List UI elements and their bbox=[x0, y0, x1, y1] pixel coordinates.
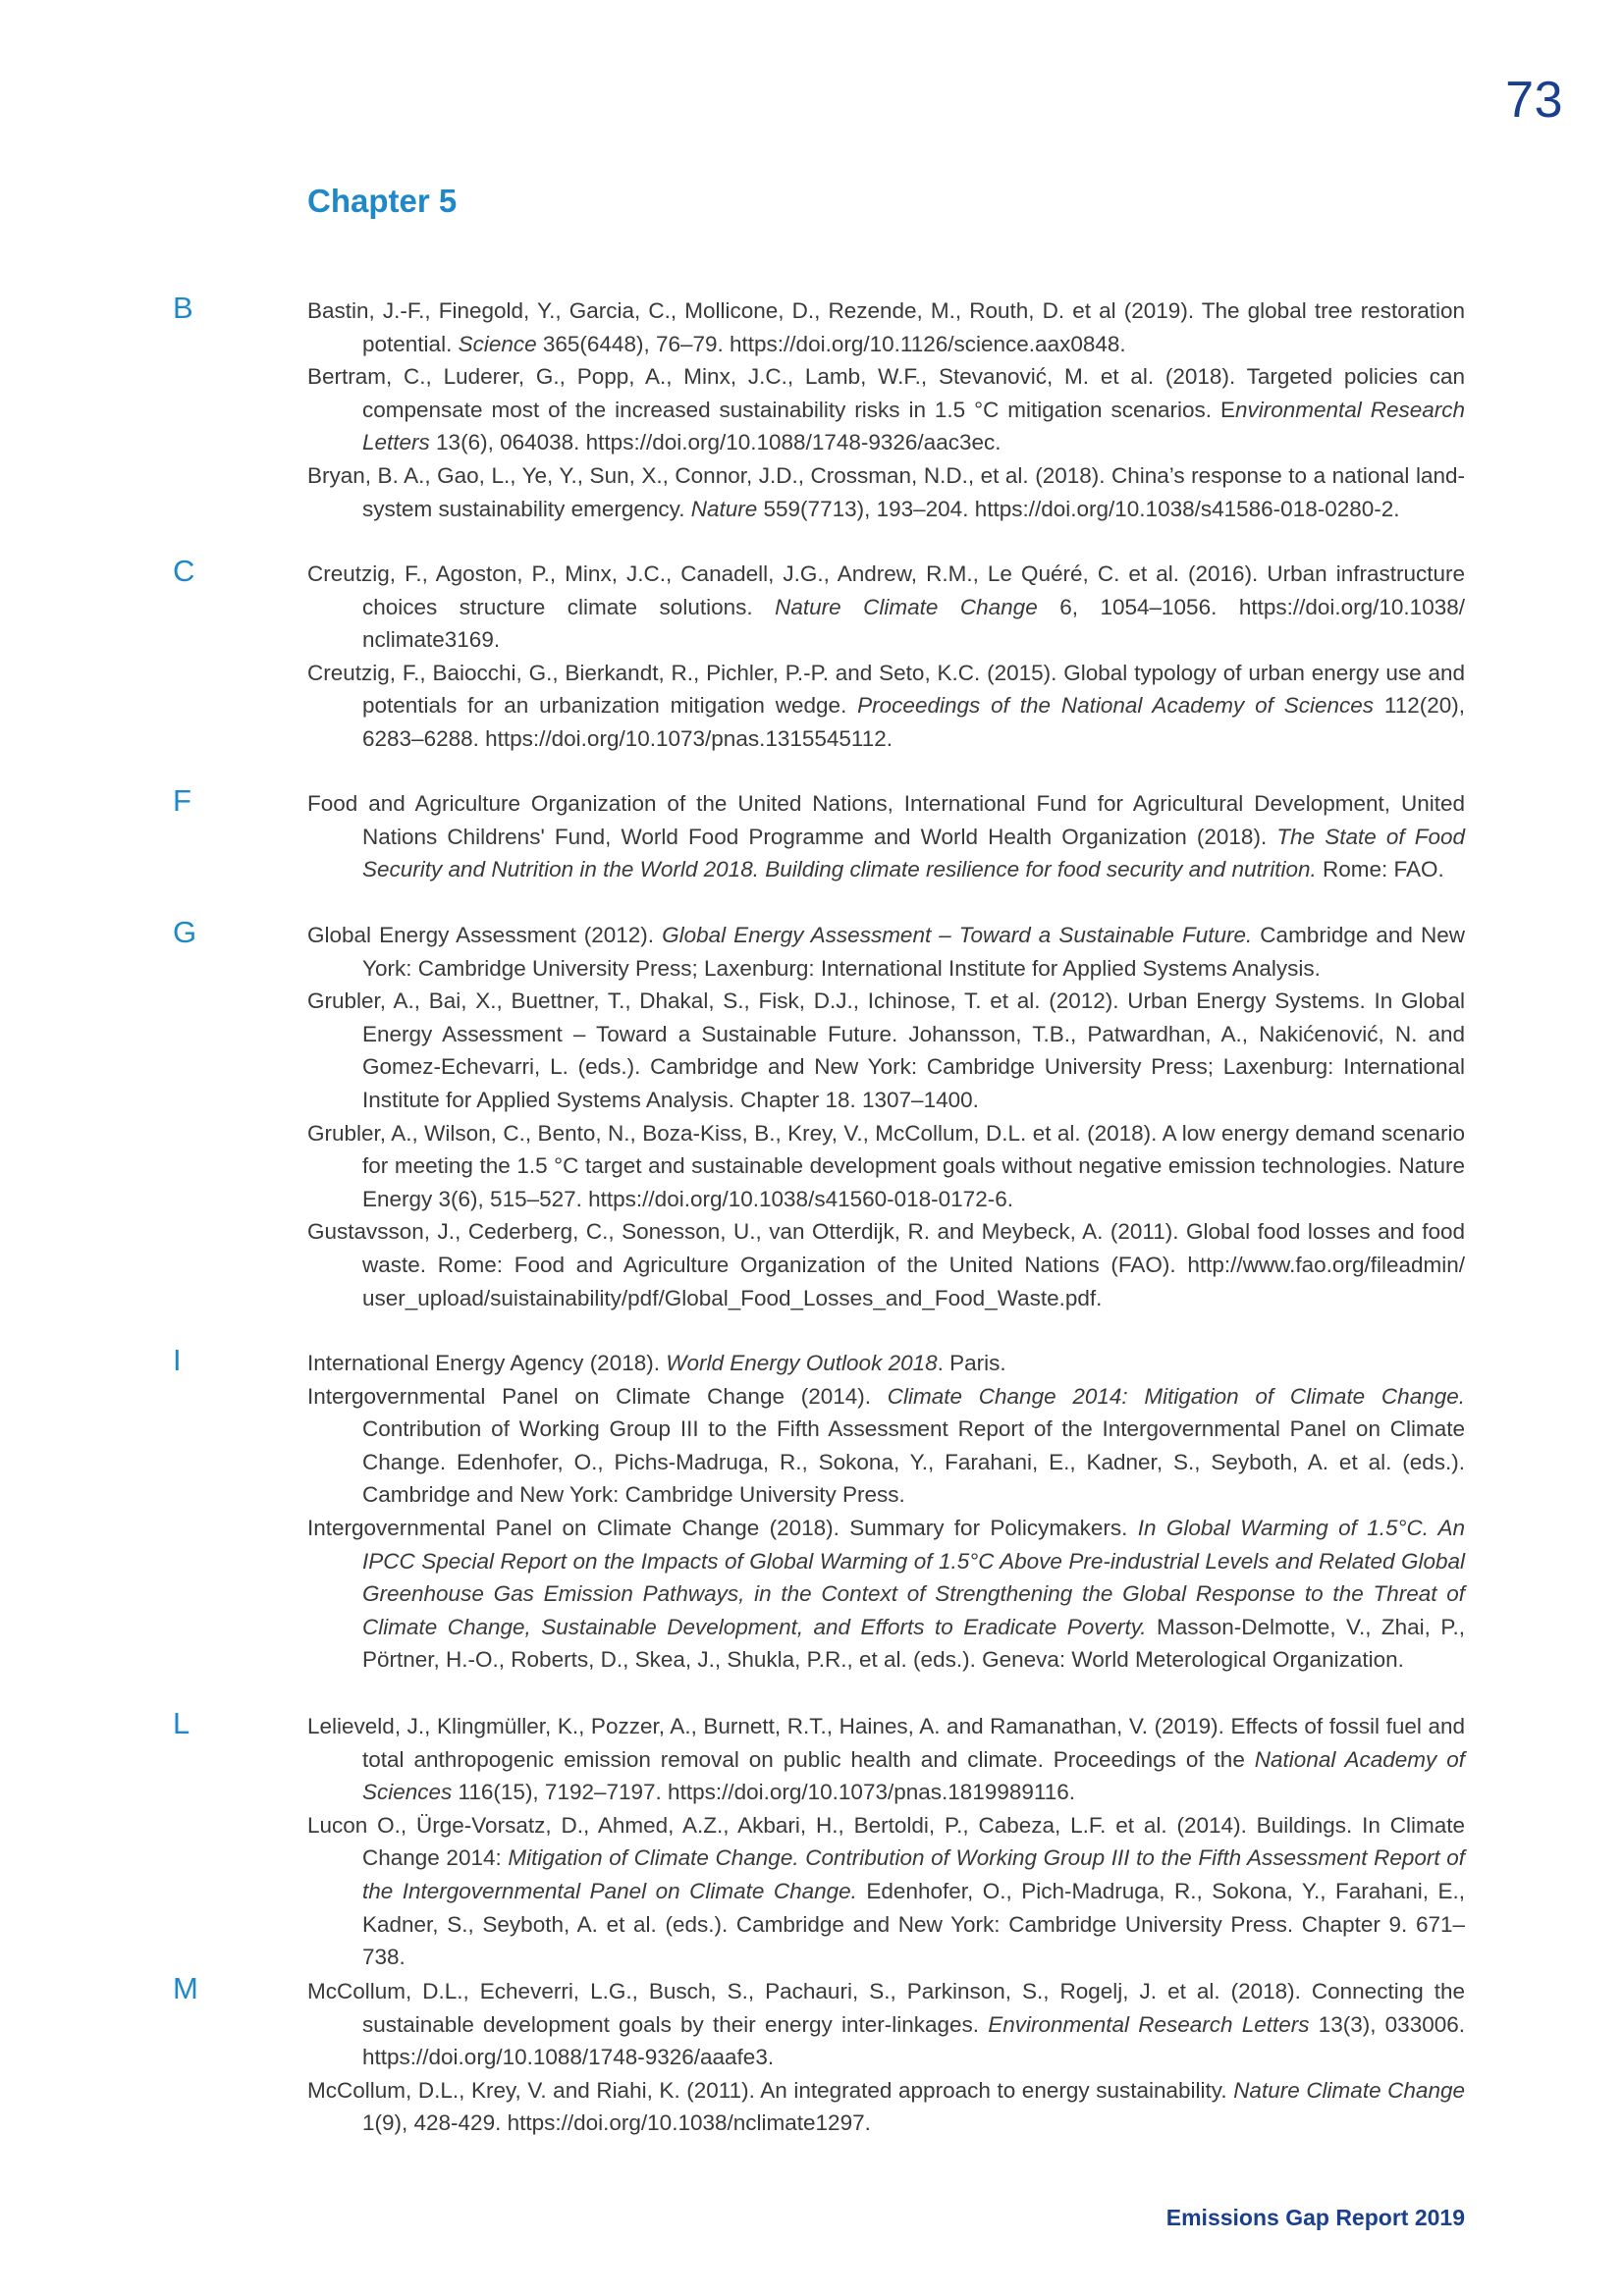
reference-text: 559(7713), 193–204. https://doi.org/10.1038/s41586-018-0280-2. bbox=[757, 496, 1400, 521]
reference-title-italic: Proceedings of the National Academy of Sciences bbox=[857, 693, 1374, 719]
reference-text: McCollum, D.L., Echeverri, L.G., Busch, S., Pachauri, S., Parkinson, S., Rogelj, J. et al. (2018). Connecting the sustainable development goals by their energy inter-linkages. bbox=[307, 1979, 1465, 2037]
reference-text: 112(20), 6283–6288. https://doi.org/10.1073/pnas.1315545112. bbox=[362, 693, 1465, 751]
section-letter: M bbox=[173, 1971, 198, 2005]
reference-text: McCollum, D.L., Krey, V. and Riahi, K. (2011). An integrated approach to energy sustainability. bbox=[307, 2077, 1234, 2103]
reference-text: Gustavsson, J., Cederberg, C., Sonesson, U., van Otterdijk, R. and Meybeck, A. (2011). Global food losses and food waste. Rome: Food and Agriculture Organization of the United Nations (FAO). http://www.fao.org/fileadmin/ user_upload/suistainability/pdf/Global_Food_Losses_and_Food_Waste.pdf. bbox=[307, 1219, 1465, 1310]
reference-title-italic: Nature Climate Change bbox=[1233, 2077, 1465, 2103]
reference-text: 1(9), 428-429. https://doi.org/10.1038/nclimate1297. bbox=[362, 2110, 871, 2136]
reference-text: Edenhofer, O., Pich-Madruga, R., Sokona, Y., Farahani, E., Kadner, S., Seyboth, A. et al. (eds.). Cambridge and New York: Cambridge University Press. Chapter 9. 671–738. bbox=[362, 1878, 1465, 1970]
reference-text: Bastin, J.-F., Finegold, Y., Garcia, C., Mollicone, D., Rezende, M., Routh, D. et al (2019). The global tree restoration potential. bbox=[307, 298, 1465, 356]
section-entries bbox=[307, 294, 1465, 525]
reference-entry bbox=[307, 1347, 1465, 1380]
page-number: 73 bbox=[1505, 72, 1563, 129]
reference-entry bbox=[307, 1809, 1465, 1974]
reference-entry bbox=[307, 1512, 1465, 1677]
reference-text: 6, 1054–1056. https://doi.org/10.1038/ nclimate3169. bbox=[362, 594, 1465, 653]
reference-entry bbox=[307, 1117, 1465, 1216]
reference-title-italic: Nature bbox=[690, 496, 758, 521]
reference-text: Creutzig, F., Agoston, P., Minx, J.C., Canadell, J.G., Andrew, R.M., Le Quéré, C. et al. (2016). Urban infrastructure choices structure climate solutions. bbox=[307, 561, 1465, 619]
reference-title-italic: Climate Change 2014: Mitigation of Climate Change. bbox=[887, 1383, 1466, 1409]
section-letter: L bbox=[173, 1706, 190, 1740]
reference-title-italic: nvironmental Research Letters bbox=[362, 397, 1465, 455]
section-letter: G bbox=[173, 915, 197, 949]
reference-text: Intergovernmental Panel on Climate Change (2018). Summary for Policymakers. bbox=[307, 1515, 1138, 1540]
reference-title-italic: Science bbox=[458, 331, 537, 356]
reference-title-italic: Mitigation of Climate Change. Contribution of Working Group III to the Fifth Assessment Report of the Intergovernmental Panel on Climate Change. bbox=[362, 1845, 1466, 1903]
reference-entry bbox=[307, 1975, 1465, 2074]
section-entries bbox=[307, 1347, 1465, 1677]
reference-title-italic: Nature Climate Change bbox=[775, 594, 1038, 619]
reference-title-italic: Global Energy Assessment – Toward a Sustainable Future. bbox=[662, 923, 1253, 947]
reference-text: International Energy Agency (2018). bbox=[307, 1351, 667, 1375]
reference-text: Lelieveld, J., Klingmüller, K., Pozzer, A., Burnett, R.T., Haines, A. and Ramanathan, V. (2019). Effects of fossil fuel and total anthropogenic emission removal on public health and climate. Proceedings of the bbox=[307, 1714, 1465, 1772]
section-letter: I bbox=[173, 1343, 182, 1377]
reference-entry bbox=[307, 1380, 1465, 1512]
reference-text: . Paris. bbox=[937, 1351, 1006, 1375]
section-letter: B bbox=[173, 291, 193, 325]
reference-entry bbox=[307, 294, 1465, 360]
reference-text: Grubler, A., Bai, X., Buettner, T., Dhakal, S., Fisk, D.J., Ichinose, T. et al. (2012). Urban Energy Systems. In Global Energy Assessment – Toward a Sustainable Future. Johansson, T.B., Patwardhan, A., Nakićenović, N. and Gomez-Echevarri, L. (eds.). Cambridge and New York: Cambridge University Press; Laxenburg: International Institute for Applied Systems Analysis. Chapter 18. 1307–1400. bbox=[307, 988, 1465, 1112]
reference-entry bbox=[307, 1215, 1465, 1314]
reference-entry bbox=[307, 787, 1465, 886]
section-entries bbox=[307, 787, 1465, 886]
reference-entry bbox=[307, 459, 1465, 525]
chapter-title: Chapter 5 bbox=[307, 183, 458, 219]
reference-text: Masson-Delmotte, V., Zhai, P., Pörtner, H.-O., Roberts, D., Skea, J., Shukla, P.R., et al. (eds.). Geneva: World Meterological Organization. bbox=[362, 1614, 1465, 1673]
section-entries bbox=[307, 558, 1465, 756]
reference-text: Contribution of Working Group III to the Fifth Assessment Report of the Intergovernmental Panel on Climate Change. Edenhofer, O., Pichs-Madruga, R., Sokona, Y., Farahani, E., Kadner, S., Seyboth, A. et al. (eds.). Cambridge and New York: Cambridge University Press. bbox=[362, 1416, 1465, 1508]
reference-entry bbox=[307, 558, 1465, 657]
reference-text: 13(6), 064038. https://doi.org/10.1088/1748-9326/aac3ec. bbox=[429, 430, 1001, 455]
reference-title-italic: Environmental Research Letters bbox=[988, 2011, 1310, 2037]
reference-entry bbox=[307, 1710, 1465, 1809]
reference-text: Global Energy Assessment (2012). bbox=[307, 923, 663, 947]
reference-text: Cambridge and New York: Cambridge University Press; Laxenburg: International Institute for Applied Systems Analysis. bbox=[362, 923, 1465, 981]
reference-text: Lucon O., Ürge-Vorsatz, D., Ahmed, A.Z., Akbari, H., Bertoldi, P., Cabeza, L.F. et al. (2014). Buildings. In Climate Change 2014: bbox=[307, 1812, 1465, 1871]
reference-entry bbox=[307, 985, 1465, 1116]
report-title-footer: Emissions Gap Report 2019 bbox=[1165, 2205, 1465, 2230]
reference-title-italic: The State of Food Security and Nutrition in the World 2018. Building climate resilience for food security and nutrition. bbox=[362, 824, 1465, 882]
section-letter: C bbox=[173, 554, 195, 588]
reference-text: 365(6448), 76–79. https://doi.org/10.1126/science.aax0848. bbox=[536, 331, 1126, 356]
reference-entry bbox=[307, 657, 1465, 756]
reference-title-italic: In Global Warming of 1.5°C. An IPCC Special Report on the Impacts of Global Warming of 1.5°C Above Pre-industrial Levels and Related Global Greenhouse Gas Emission Pathways, in the Context of Strengthening the Global Response to the Threat of Climate Change, Sustainable Development, and Efforts to Eradicate Poverty. bbox=[362, 1515, 1465, 1639]
reference-text: 116(15), 7192–7197. https://doi.org/10.1073/pnas.1819989116. bbox=[452, 1780, 1075, 1805]
section-letter: F bbox=[173, 783, 191, 818]
reference-text: Creutzig, F., Baiocchi, G., Bierkandt, R., Pichler, P.-P. and Seto, K.C. (2015). Global typology of urban energy use and potentials for an urbanization mitigation wedge. bbox=[307, 660, 1465, 719]
reference-text: 13(3), 033006. https://doi.org/10.1088/1748-9326/aaafe3. bbox=[362, 2011, 1465, 2070]
reference-text: Grubler, A., Wilson, C., Bento, N., Boza-Kiss, B., Krey, V., McCollum, D.L. et al. (2018). A low energy demand scenario for meeting the 1.5 °C target and sustainable development goals without negative emission technologies. Nature Energy 3(6), 515–527. https://doi.org/10.1038/s41560-018-0172-6. bbox=[307, 1120, 1465, 1211]
section-entries bbox=[307, 1710, 1465, 1974]
reference-text: Bryan, B. A., Gao, L., Ye, Y., Sun, X., Connor, J.D., Crossman, N.D., et al. (2018). China’s response to a national land-system sustainability emergency. bbox=[307, 462, 1465, 521]
reference-text: Rome: FAO. bbox=[1316, 857, 1444, 882]
reference-text: Intergovernmental Panel on Climate Change (2014). bbox=[307, 1383, 888, 1409]
reference-entry bbox=[307, 2074, 1465, 2140]
section-entries bbox=[307, 1975, 1465, 2140]
reference-text: Bertram, C., Luderer, G., Popp, A., Minx, J.C., Lamb, W.F., Stevanović, M. et al. (2018). Targeted policies can compensate most of the increased sustainability risks in 1.5 °C mitigation scenarios. E bbox=[307, 364, 1465, 422]
reference-text: Food and Agriculture Organization of the United Nations, International Fund for Agricultural Development, United Nations Childrens' Fund, World Food Programme and World Health Organization (2018). bbox=[307, 791, 1465, 849]
reference-entry bbox=[307, 360, 1465, 459]
section-entries bbox=[307, 919, 1465, 1314]
reference-title-italic: National Academy of Sciences bbox=[362, 1746, 1465, 1805]
reference-title-italic: World Energy Outlook 2018 bbox=[666, 1351, 938, 1375]
reference-entry bbox=[307, 919, 1465, 985]
